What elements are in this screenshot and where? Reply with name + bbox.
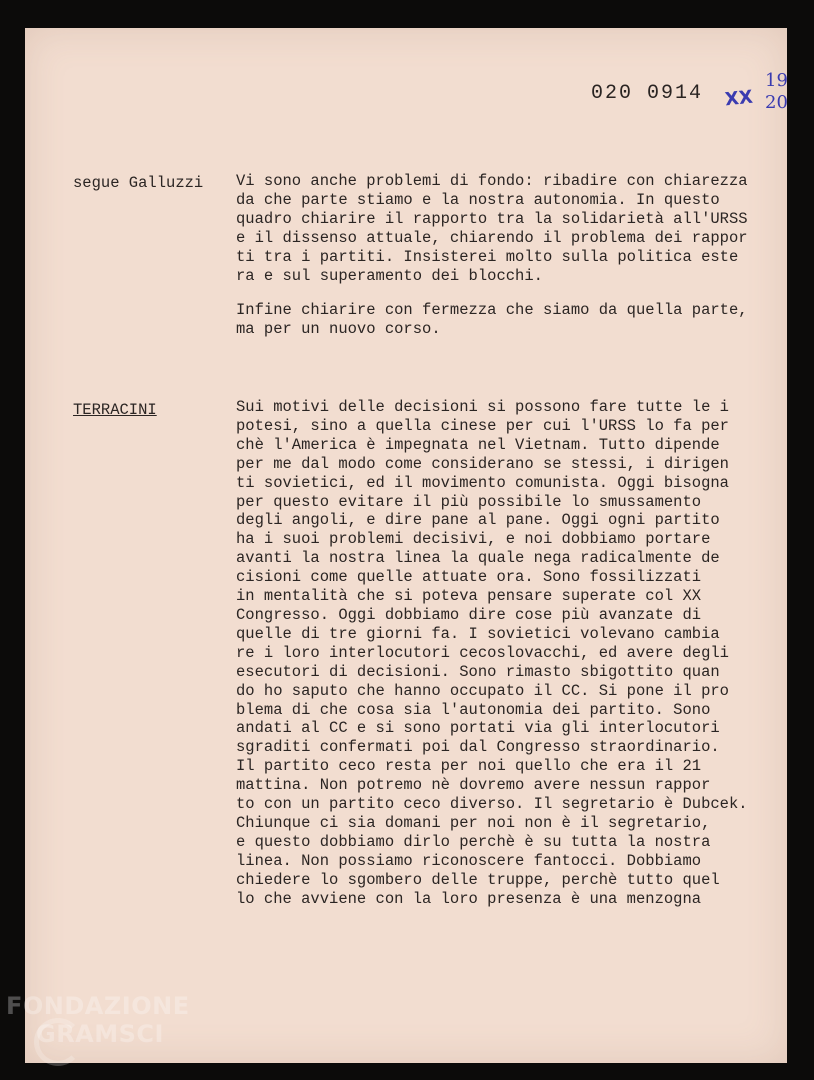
text-line: Vi sono anche problemi di fondo: ribadire con chiarezza: [236, 172, 748, 190]
text-line: Chiunque ci sia domani per noi non è il segretario,: [236, 813, 711, 832]
text-line: degli angoli, e dire pane al pane. Oggi ogni partito: [236, 511, 720, 530]
handnote-line-1: 19: [765, 70, 788, 91]
text-line: linea. Non possiamo riconoscere fantocci. Dobbiamo: [236, 851, 702, 870]
text-line: re i loro interlocutori cecoslovacchi, ed avere degli: [236, 643, 729, 662]
paragraph: [236, 301, 776, 339]
text-line: ti sovietici, ed il movimento comunista. Oggi bisogna: [236, 473, 729, 492]
text-line: e questo dobbiamo dirlo perchè è su tutta la nostra: [236, 832, 711, 851]
text-line: ma per un nuovo corso.: [236, 319, 441, 338]
speaker-label: segue Galluzzi: [73, 174, 204, 192]
text-line: chè l'America è impegnata nel Vietnam. Tutto dipende: [236, 435, 720, 454]
text-line: Infine chiarire con fermezza che siamo da quella parte,: [236, 301, 748, 319]
text-line: Sui motivi delle decisioni si possono fare tutte le i: [236, 398, 729, 416]
text-line: sgraditi confermati poi dal Congresso straordinario.: [236, 738, 720, 757]
paragraph: [236, 172, 776, 285]
text-line: mattina. Non potremo nè dovremo avere nessun rappor: [236, 776, 711, 795]
text-line: chiedere lo sgombero delle truppe, perchè tutto quel: [236, 870, 720, 889]
handwritten-page-note: [765, 70, 788, 114]
text-line: per me dal modo come considerano se stessi, i dirigen: [236, 454, 729, 473]
paragraph: [236, 398, 776, 908]
text-line: quadro chiarire il rapporto tra la solidarietà all'URSS: [236, 209, 748, 228]
text-line: e il dissenso attuale, chiarendo il problema dei rappor: [236, 228, 748, 247]
text-line: Il partito ceco resta per noi quello che era il 21: [236, 757, 702, 776]
text-line: avanti la nostra linea la quale nega radicalmente de: [236, 549, 720, 568]
text-line: esecutori di decisioni. Sono rimasto sbigottito quan: [236, 662, 720, 681]
text-line: ha i suoi problemi decisivi, e noi dobbiamo portare: [236, 530, 711, 549]
watermark-line-1: FONDAZIONE: [6, 992, 190, 1020]
text-line: ti tra i partiti. Insisterei molto sulla politica este: [236, 247, 739, 266]
text-line: per questo evitare il più possibile lo smussamento: [236, 492, 702, 511]
watermark-line-2: GRAMSCI: [36, 1020, 164, 1048]
text-line: da che parte stiamo e la nostra autonomia. In questo: [236, 190, 720, 209]
text-line: in mentalità che si poteva pensare superate col XX: [236, 587, 702, 606]
text-line: cisioni come quelle attuate ora. Sono fossilizzati: [236, 568, 702, 587]
text-line: potesi, sino a quella cinese per cui l'URSS lo fa per: [236, 416, 729, 435]
text-line: ra e sul superamento dei blocchi.: [236, 266, 543, 285]
watermark: [6, 992, 190, 1048]
text-line: Congresso. Oggi dobbiamo dire cose più avanzate di: [236, 605, 702, 624]
text-line: blema di che cosa sia l'autonomia dei partito. Sono: [236, 700, 711, 719]
speaker-label: TERRACINI: [73, 401, 157, 419]
text-line: lo che avviene con la loro presenza è una menzogna: [236, 889, 702, 908]
text-line: to con un partito ceco diverso. Il segretario è Dubcek.: [236, 795, 748, 814]
archive-number: 020 0914: [591, 82, 704, 105]
text-line: do ho saputo che hanno occupato il CC. Si pone il pro: [236, 681, 729, 700]
text-line: quelle di tre giorni fa. I sovietici volevano cambia: [236, 624, 720, 643]
text-line: andati al CC e si sono portati via gli interlocutori: [236, 719, 720, 738]
ink-stamp: XX: [723, 86, 754, 111]
handnote-line-2: 20: [765, 92, 788, 113]
